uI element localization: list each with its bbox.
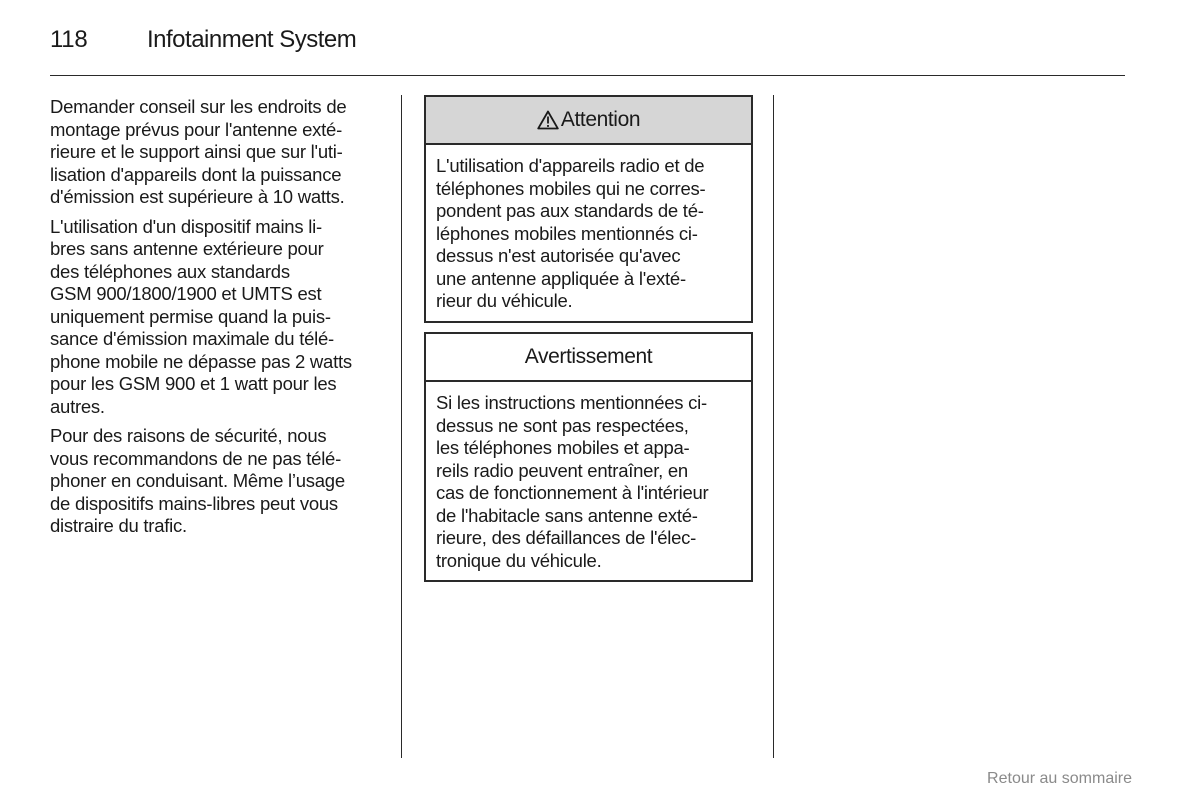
page-number: 118 xyxy=(50,26,88,53)
page-title: Infotainment System xyxy=(147,26,357,53)
back-to-contents-link[interactable]: Retour au sommaire xyxy=(987,770,1132,787)
column-divider-left xyxy=(401,95,402,758)
warning-box xyxy=(424,332,753,582)
paragraph-antenna-advice: Demander conseil sur les endroits de montage prévus pour l'antenne exté- rieure et le support ainsi que sur l'uti- lisation d'appareils dont la puissance d'émission est supérieure à 10 watts. xyxy=(50,96,347,207)
warning-title: Avertissement xyxy=(524,345,653,368)
attention-title: Attention xyxy=(560,108,641,131)
attention-body: L'utilisation d'appareils radio et de téléphones mobiles qui ne corres- pondent pas aux standards de té- léphones mobiles mentionnés ci- dessus n'est autorisée qu'avec une antenne appliquée à l'exté- rieur du véhicule. xyxy=(436,155,706,311)
paragraph-safety: Pour des raisons de sécurité, nous vous recommandons de ne pas télé- phoner en conduisant. Même l’usage de dispositifs mains-libres peut vous distraire du trafic. xyxy=(50,425,345,536)
attention-box-header xyxy=(426,97,751,145)
column-divider-right xyxy=(773,95,774,758)
warning-body: Si les instructions mentionnées ci- dessus ne sont pas respectées, les téléphones mobiles et appa- reils radio peuvent entraîner, en cas de fonctionnement à l'intérieur de l'habitacle sans antenne exté- rieure, des défaillances de l'élec- tronique du véhicule. xyxy=(436,392,709,571)
left-column xyxy=(50,96,384,545)
paragraph-handsfree-usage: L'utilisation d'un dispositif mains li- bres sans antenne extérieure pour des téléphones aux standards GSM 900/1800/1900 et UMTS est uniquement permise quand la puis- sance d'émission maximale du télé- phone mobile ne dépasse pas 2 watts pour les GSM 900 et 1 watt pour les autres. xyxy=(50,215,352,417)
attention-box xyxy=(424,95,753,323)
header-divider xyxy=(50,75,1125,76)
warning-triangle-icon xyxy=(537,110,559,130)
warning-box-header xyxy=(426,334,751,382)
